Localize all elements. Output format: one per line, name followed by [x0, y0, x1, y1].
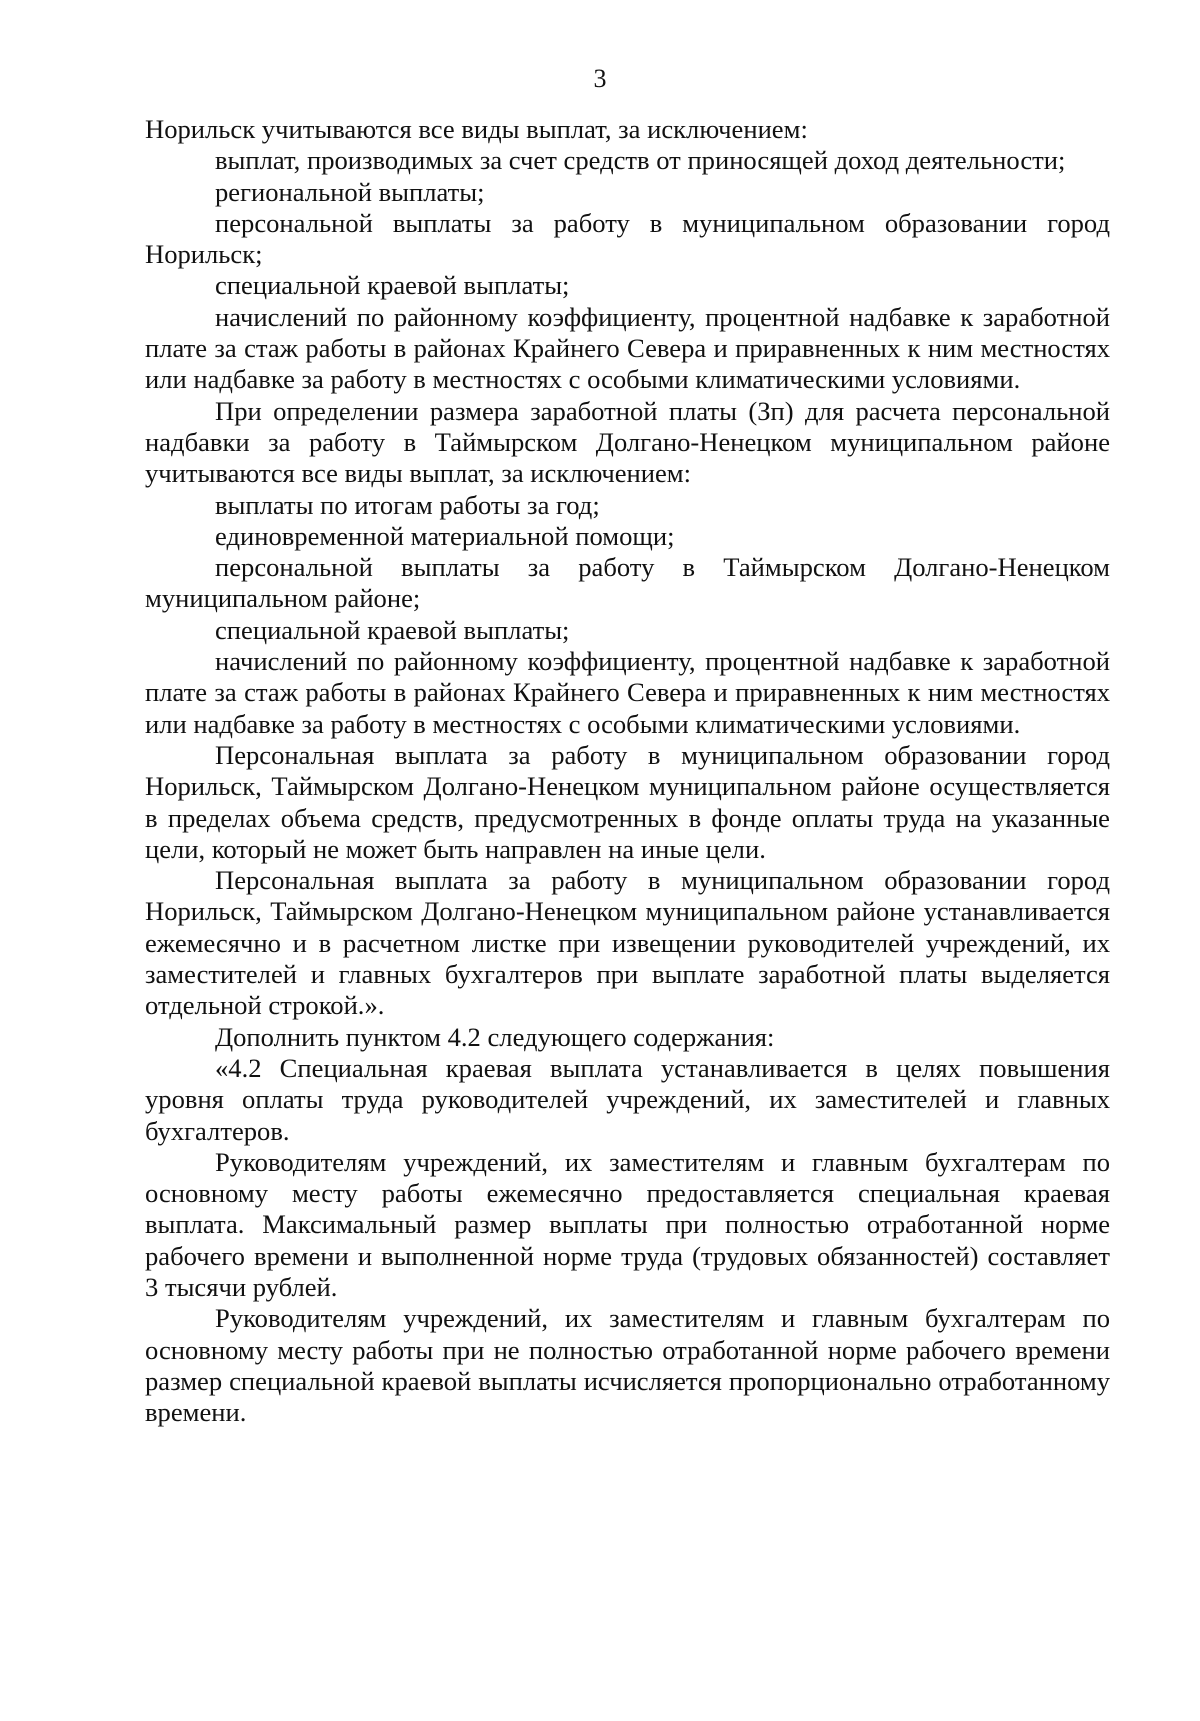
paragraph: персональной выплаты за работу в муниципальном образовании город Норильск;: [145, 207, 1110, 270]
paragraph: начислений по районному коэффициенту, процентной надбавке к заработной плате за стаж работы в районах Крайнего Севера и приравненных к ним местностях или надбавке за работу в местностях с особыми климатическими условиями.: [145, 301, 1110, 395]
paragraph: специальной краевой выплаты;: [215, 270, 570, 301]
paragraph: единовременной материальной помощи;: [215, 520, 675, 551]
paragraph: персональной выплаты за работу в Таймырском Долгано-Ненецком муниципальном районе;: [145, 552, 1110, 614]
paragraph: «4.2 Специальная краевая выплата устанавливается в целях повышения уровня оплаты труда руководителей учреждений, их заместителей и главных бухгалтеров.: [145, 1052, 1110, 1146]
document-body: [145, 114, 1110, 1428]
paragraph: начислений по районному коэффициенту, процентной надбавке к заработной плате за стаж работы в районах Крайнего Севера и приравненных к ним местностях или надбавке за работу в местностях с особыми климатическими условиями.: [145, 646, 1110, 739]
paragraph: Руководителям учреждений, их заместителям и главным бухгалтерам по основному месту работы при не полностью отработанной норме рабочего времени размер специальной краевой выплаты исчисляется пропорционально отработанному времени.: [145, 1303, 1110, 1428]
paragraph: Норильск учитываются все виды выплат, за исключением:: [145, 114, 808, 144]
paragraph: Руководителям учреждений, их заместителям и главным бухгалтерам по основному месту работы ежемесячно предоставляется специальная краевая выплата. Максимальный размер выплаты при полностью отработанной норме рабочего времени и выполненной норме труда (трудовых обязанностей) составляет 3 тысячи рублей.: [145, 1146, 1110, 1302]
paragraph: Персональная выплата за работу в муниципальном образовании город Норильск, Таймырском Долгано-Ненецком муниципальном районе осуществляется в пределах объема средств, предусмотренных в фонде оплаты труда на указанные цели, который не может быть направлен на иные цели.: [145, 739, 1110, 864]
paragraph: региональной выплаты;: [215, 176, 485, 207]
paragraph: выплаты по итогам работы за год;: [215, 489, 600, 520]
page-number: 3: [593, 64, 607, 93]
paragraph: выплат, производимых за счет средств от приносящей доход деятельности;: [215, 145, 1066, 176]
paragraph: Дополнить пунктом 4.2 следующего содержания:: [215, 1021, 775, 1052]
paragraph: специальной краевой выплаты;: [215, 614, 570, 645]
paragraph: При определении размера заработной платы (Зп) для расчета персональной надбавки за работу в Таймырском Долгано-Ненецком муниципальном районе учитываются все виды выплат, за исключением:: [145, 395, 1110, 489]
paragraph: Персональная выплата за работу в муниципальном образовании город Норильск, Таймырском Долгано-Ненецком муниципальном районе устанавливается ежемесячно и в расчетном листке при извещении руководителей учреждений, их заместителей и главных бухгалтеров при выплате заработной платы выделяется отдельной строкой.».: [145, 865, 1110, 1021]
